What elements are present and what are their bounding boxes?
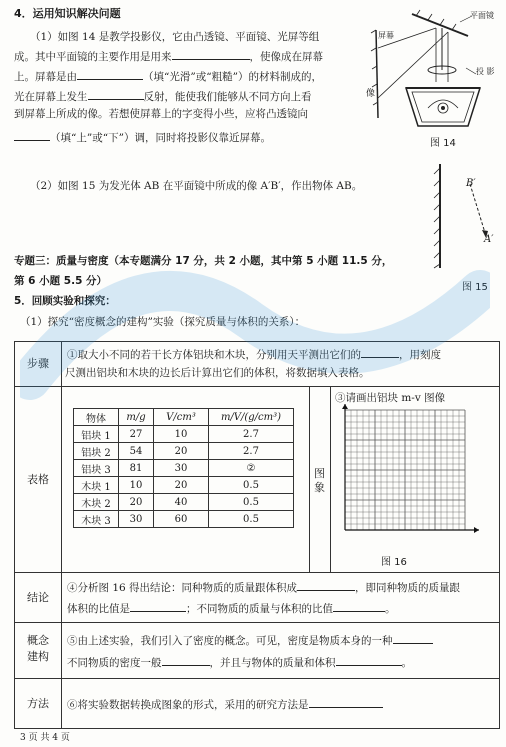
q4-p1-line3: 上。屏幕是由 （填“光滑”或“粗糙”）的材料制成的，: [14, 67, 322, 85]
concept-line2: 不同物质的密度一般 ，并且与物体的质量和体积 。: [67, 653, 412, 672]
topic3-line2: 第 6 小题 5.5 分）: [14, 275, 108, 287]
label-method: 方法: [15, 679, 62, 729]
row-method: [15, 678, 499, 729]
label-mirror: 平面镜: [470, 11, 494, 20]
experiment-table: [14, 341, 500, 729]
figure-15-caption: 图 15: [462, 282, 488, 293]
answer-blank-density-relation[interactable]: [336, 653, 402, 666]
steps-line1: ①取大小不同的若干长方体铝块和木块，分别用天平测出它们的 ，用刻度: [67, 345, 441, 364]
table-row: 木块 1 10 20 0.5: [74, 477, 294, 494]
table-row: 木块 2 20 40 0.5: [74, 494, 294, 511]
graph-title: ③请画出铝块 m-v 图像: [335, 392, 446, 404]
answer-blank-ratio-same[interactable]: [130, 599, 186, 612]
page-footer: 3 页 共 4 页: [20, 733, 70, 743]
topic3-line1: 专题三：质量与密度（本专题满分 17 分，共 2 小题，其中第 5 小题 11.5 分，: [14, 255, 393, 267]
answer-blank-ratio-different[interactable]: [333, 599, 385, 612]
table-row: 木块 3 30 60 0.5: [74, 511, 294, 528]
m-v-grid[interactable]: [333, 404, 483, 552]
graph-label-cell: [309, 387, 331, 573]
figure-15-mirror: [430, 160, 500, 272]
q4-p1-line2: 成。其中平面镜的主要作用是用来 ，使像成在屏幕: [14, 47, 323, 65]
conclusion-line1: ④分析图 16 得出结论：同种物质的质量跟体积成 ，即同种物质的质量跟: [67, 578, 460, 597]
label-graph: 图象: [314, 467, 325, 494]
answer-blank-ratio[interactable]: ②: [209, 460, 294, 477]
row-steps: [15, 342, 499, 386]
label-steps: 步骤: [15, 342, 62, 386]
answer-blank-mirror-role[interactable]: [172, 47, 250, 60]
q4-p2: （2）如图 15 为发光体 AB 在平面镜中所成的像 A′B′，作出物体 AB。: [30, 180, 363, 192]
answer-blank-method[interactable]: [309, 695, 383, 708]
col-volume: V/cm³: [154, 409, 209, 426]
conclusion-line2: 体积的比值是 ；不同物质的质量与体积的比值 。: [67, 599, 396, 618]
label-b-prime: B′: [466, 178, 476, 189]
label-concept: 概念建构: [15, 623, 62, 679]
answer-blank-reflection-type[interactable]: [88, 87, 144, 100]
row-form: [15, 386, 499, 573]
row-conclusion: [15, 572, 499, 623]
q4-p1-line6: （填“上”或“下”）调，同时将投影仪靠近屏幕。: [14, 128, 271, 146]
q4-p1-line5: 到屏幕上所成的像。若想使屏幕上的字变得小些，应将凸透镜向: [14, 108, 308, 120]
figure-14-caption: 图 14: [430, 138, 456, 149]
data-table: [73, 408, 294, 528]
label-projector: 投 影: [476, 67, 495, 76]
q5-heading: 5．回顾实验和探究：: [14, 295, 116, 307]
table-row: 铝块 2 54 20 2.7: [74, 443, 294, 460]
label-screen: 屏幕: [378, 31, 394, 40]
data-table-header: [74, 409, 294, 426]
answer-blank-measure-quantity[interactable]: [361, 345, 399, 358]
label-form: 表格: [15, 387, 62, 573]
q5-sub1: （1）探究“密度概念的建构”实验（探究质量与体积的关系）：: [20, 316, 306, 328]
answer-blank-property[interactable]: [393, 631, 433, 644]
answer-blank-density-differ[interactable]: [162, 653, 210, 666]
q4-heading: 4．运用知识解决问题: [14, 7, 121, 20]
label-image: 像: [366, 89, 376, 99]
row-concept: [15, 622, 499, 679]
q4-p1-line4: 光在屏幕上发生 反射，能使我们能够从不同方向上看: [14, 87, 312, 105]
q4-p1-line1: （1）如图 14 是教学投影仪，它由凸透镜、平面镜、光屏等组: [30, 31, 320, 43]
method-line: ⑥将实验数据转换成图象的形式，采用的研究方法是: [67, 695, 383, 714]
label-a-prime: A′: [484, 234, 494, 245]
concept-line1: ⑤由上述实验，我们引入了密度的概念。可见，密度是物质本身的一种: [67, 631, 433, 650]
table-row: 铝块 1 27 10 2.7: [74, 426, 294, 443]
table-row: 铝块 3 81 30 ②: [74, 460, 294, 477]
col-object: 物体: [74, 409, 119, 426]
col-mass: m/g: [119, 409, 154, 426]
answer-blank-screen-material[interactable]: [77, 67, 143, 80]
figure-16-caption: 图 16: [381, 557, 407, 568]
steps-line2: 尺测出铝块和木块的边长后计算出它们的体积，将数据填入表格。: [65, 367, 370, 379]
answer-blank-lens-direction[interactable]: [14, 128, 50, 141]
col-ratio: m/V/(g/cm³): [209, 409, 294, 426]
answer-blank-proportion[interactable]: [297, 578, 355, 591]
label-conclusion: 结论: [15, 573, 62, 623]
